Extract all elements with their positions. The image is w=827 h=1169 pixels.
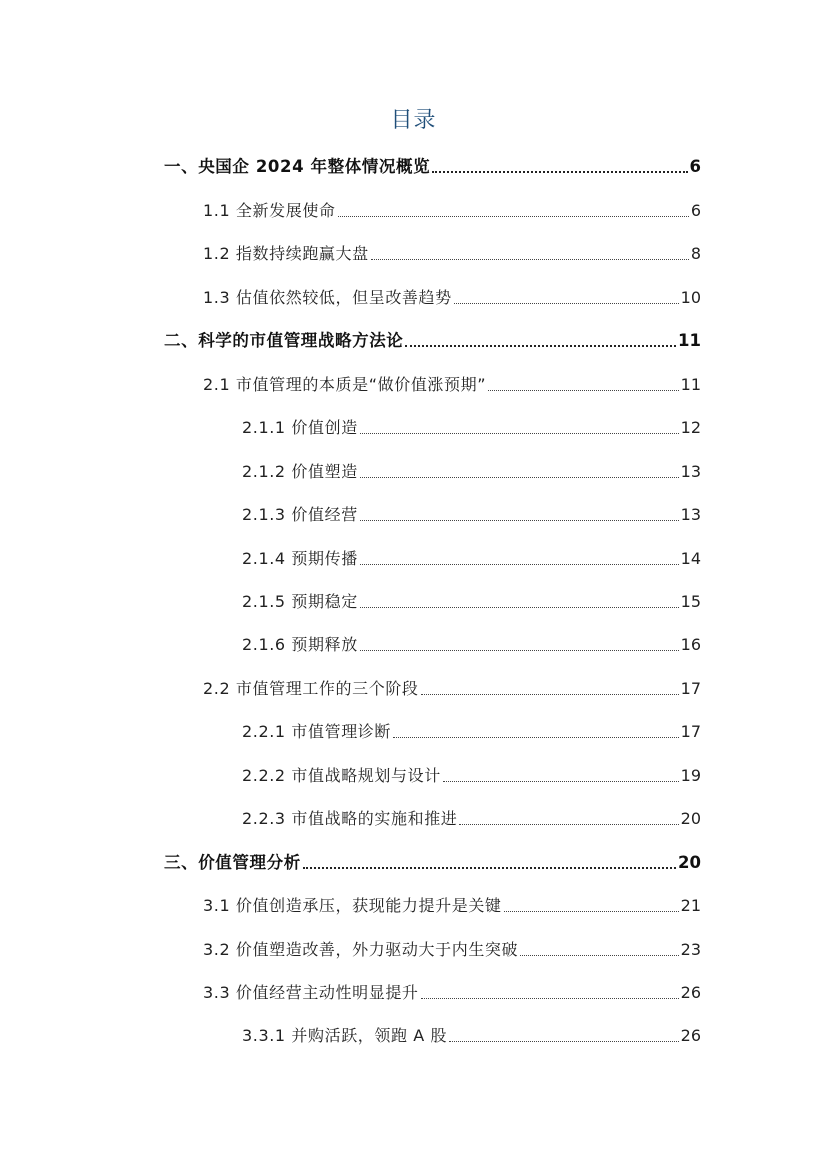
toc-dot-leader	[360, 477, 679, 478]
toc-entry-label: 3.2 价值塑造改善，外力驱动大于内生突破	[203, 940, 519, 959]
toc-entry-label: 2.1.4 预期传播	[242, 549, 358, 568]
toc-entry-label: 2.1.2 价值塑造	[242, 462, 358, 481]
toc-entry-page: 6	[689, 157, 701, 176]
toc-entry-page: 14	[680, 549, 701, 568]
toc-entry-page: 20	[678, 853, 701, 872]
toc-entry-page: 11	[678, 331, 701, 350]
toc-entry[interactable]	[242, 761, 701, 787]
toc-entry-label: 1.2 指数持续跑赢大盘	[203, 244, 369, 263]
toc-entry-page: 21	[680, 896, 701, 915]
toc-dot-leader	[520, 955, 679, 956]
toc-entry-label: 1.1 全新发展使命	[203, 201, 336, 220]
toc-dot-leader	[338, 216, 689, 217]
toc-dot-leader	[504, 911, 679, 912]
toc-entry[interactable]	[203, 283, 701, 309]
toc-entry-page: 19	[680, 766, 701, 785]
toc-title: 目录	[390, 108, 437, 133]
toc-entry-page: 8	[690, 244, 701, 263]
toc-dot-leader	[449, 1041, 679, 1042]
toc-dot-leader	[488, 390, 679, 391]
toc-entry-label: 3.1 价值创造承压，获现能力提升是关键	[203, 896, 502, 915]
toc-entry-page: 11	[680, 375, 701, 394]
toc-dot-leader	[360, 433, 679, 434]
toc-entry-label: 2.1.3 价值经营	[242, 505, 358, 524]
toc-entry-page: 12	[680, 418, 701, 437]
toc-entry-label: 1.3 估值依然较低，但呈改善趋势	[203, 288, 452, 307]
toc-entry-page: 10	[680, 288, 701, 307]
toc-entry-page: 13	[680, 462, 701, 481]
toc-entry[interactable]	[203, 196, 701, 222]
toc-dot-leader	[371, 259, 689, 260]
toc-entry[interactable]	[164, 152, 701, 178]
toc-entry[interactable]	[203, 239, 701, 265]
toc-entry[interactable]	[242, 413, 701, 439]
toc-dot-leader	[432, 171, 687, 173]
toc-entry-label: 2.1 市值管理的本质是“做价值涨预期”	[203, 375, 487, 394]
toc-dot-leader	[405, 345, 676, 347]
toc-dot-leader	[421, 998, 679, 999]
toc-entry-label: 2.2.2 市值战略规划与设计	[242, 766, 441, 785]
toc-entry-page: 23	[680, 940, 701, 959]
toc-entry-label: 3.3.1 并购活跃，领跑 A 股	[242, 1026, 448, 1045]
toc-entry-page: 6	[690, 201, 701, 220]
toc-entry[interactable]	[242, 717, 701, 743]
toc-entry-page: 20	[680, 809, 701, 828]
toc-entry[interactable]	[242, 804, 701, 830]
toc-entry[interactable]	[242, 587, 701, 613]
toc-entry-label: 三、价值管理分析	[164, 853, 301, 872]
toc-entry-label: 一、央国企 2024 年整体情况概览	[164, 157, 431, 176]
toc-entry-label: 2.2.1 市值管理诊断	[242, 722, 391, 741]
toc-entry-label: 2.2 市值管理工作的三个阶段	[203, 679, 419, 698]
toc-entry[interactable]	[203, 935, 701, 961]
toc-entry-page: 17	[680, 722, 701, 741]
toc-entry-label: 2.1.6 预期释放	[242, 635, 358, 654]
toc-dot-leader	[454, 303, 679, 304]
toc-entry-label: 3.3 价值经营主动性明显提升	[203, 983, 419, 1002]
toc-entry-label: 2.1.1 价值创造	[242, 418, 358, 437]
toc-entry-page: 13	[680, 505, 701, 524]
toc-entry[interactable]	[203, 891, 701, 917]
toc-dot-leader	[459, 824, 678, 825]
toc-entry[interactable]	[203, 978, 701, 1004]
toc-dot-leader	[393, 737, 679, 738]
toc-entry-label: 2.2.3 市值战略的实施和推进	[242, 809, 458, 828]
toc-dot-leader	[360, 520, 679, 521]
toc-dot-leader	[360, 564, 679, 565]
toc-entry-label: 2.1.5 预期稳定	[242, 592, 358, 611]
toc-entry[interactable]	[164, 326, 701, 352]
toc-entry-page: 15	[680, 592, 701, 611]
toc-entry[interactable]	[203, 674, 701, 700]
toc-dot-leader	[360, 650, 679, 651]
toc-entry[interactable]	[203, 370, 701, 396]
toc-dot-leader	[421, 694, 679, 695]
toc-entry[interactable]	[242, 457, 701, 483]
toc-entry-page: 16	[680, 635, 701, 654]
toc-entry-page: 26	[680, 1026, 701, 1045]
toc-dot-leader	[443, 781, 679, 782]
toc-entry-page: 17	[680, 679, 701, 698]
toc-entry[interactable]	[242, 630, 701, 656]
toc-entry[interactable]	[164, 848, 701, 874]
toc-dot-leader	[303, 867, 676, 869]
toc-dot-leader	[360, 607, 679, 608]
toc-entry-page: 26	[680, 983, 701, 1002]
toc-entry-label: 二、科学的市值管理战略方法论	[164, 331, 404, 350]
toc-entry[interactable]	[242, 500, 701, 526]
toc-entry[interactable]	[242, 1021, 701, 1047]
toc-entry[interactable]	[242, 544, 701, 570]
